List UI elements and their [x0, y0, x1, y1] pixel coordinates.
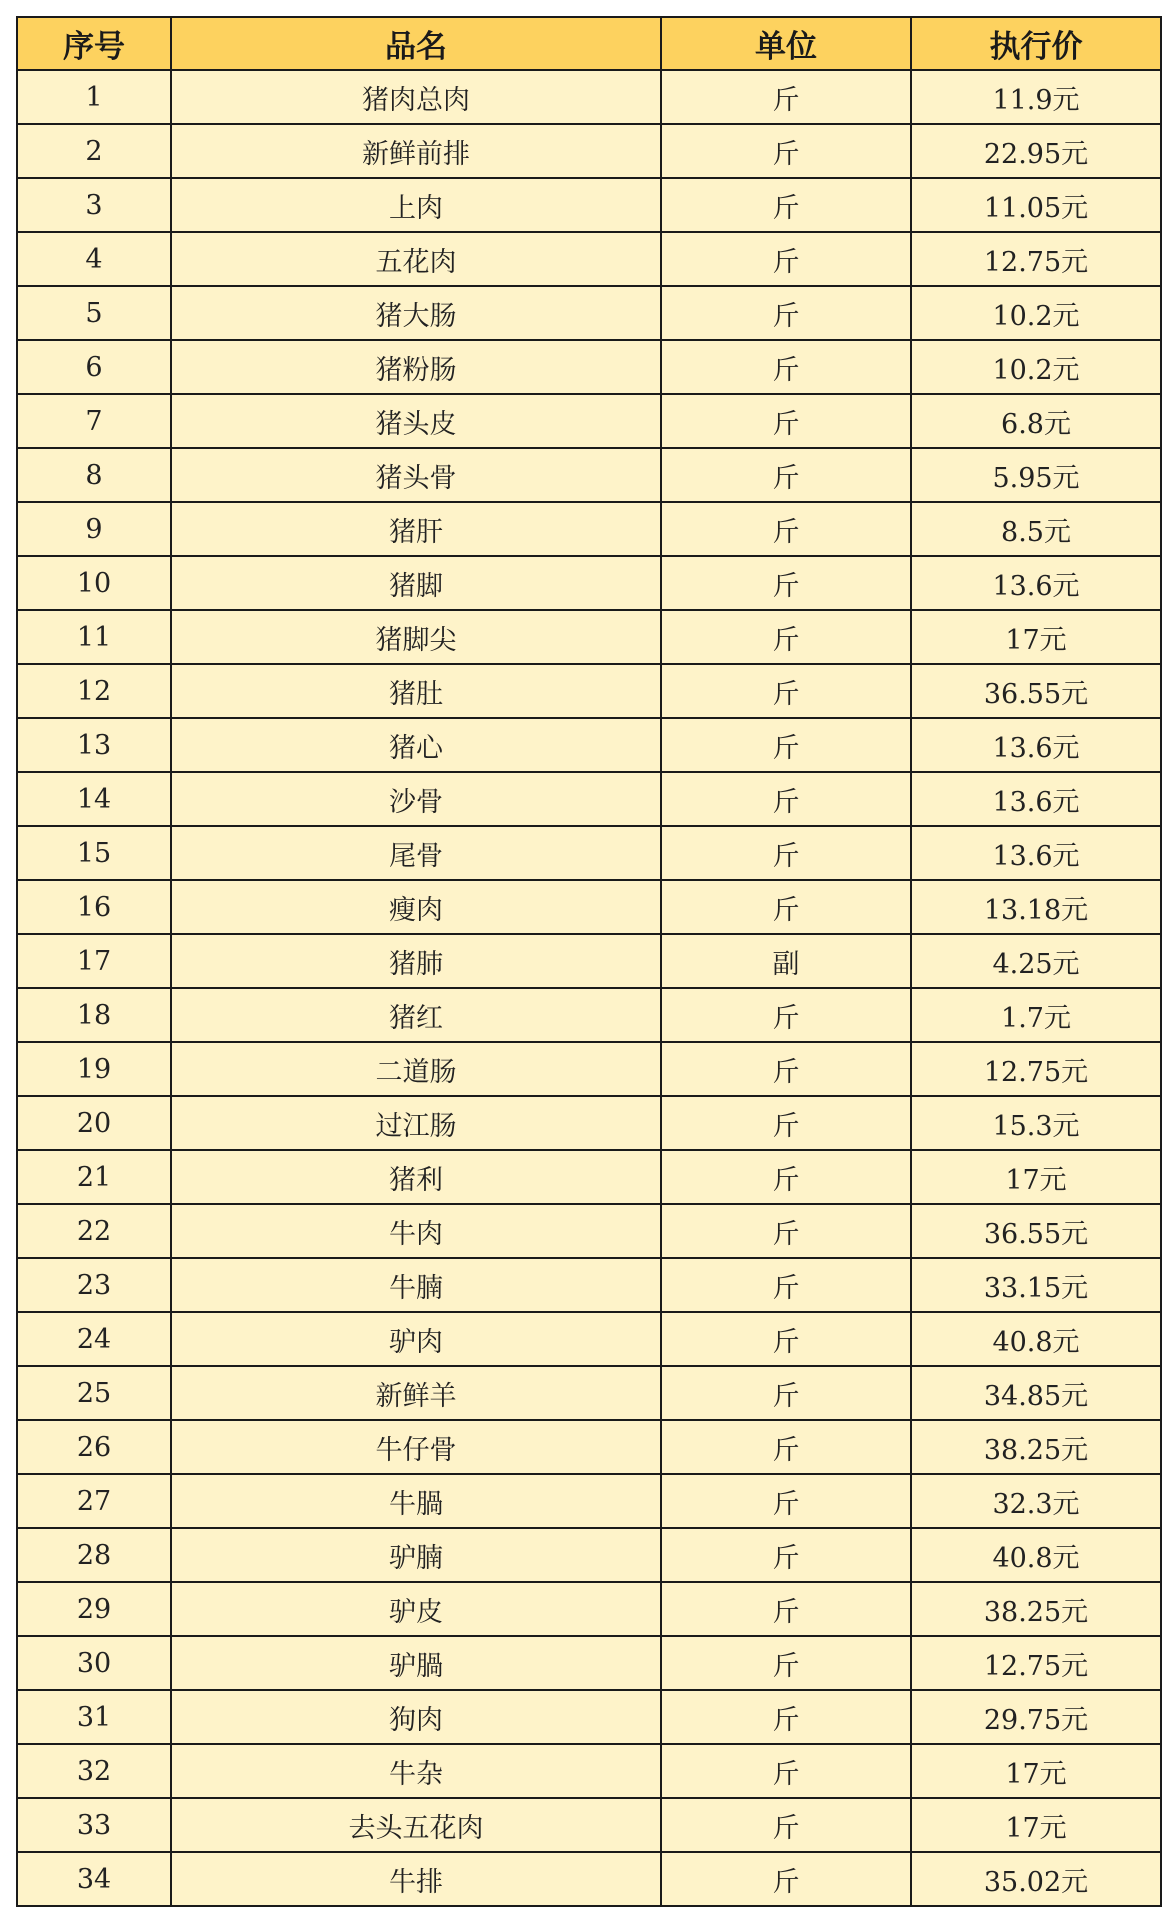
cell-index: 33 — [17, 1798, 171, 1852]
cell-item-name: 新鲜前排 — [171, 124, 661, 178]
cell-price: 33.15元 — [911, 1258, 1161, 1312]
cell-unit: 斤 — [661, 880, 911, 934]
cell-index: 12 — [17, 664, 171, 718]
cell-price: 11.05元 — [911, 178, 1161, 232]
table-row — [17, 1636, 1161, 1690]
table-row — [17, 124, 1161, 178]
table-row — [17, 772, 1161, 826]
cell-item-name: 牛肉 — [171, 1204, 661, 1258]
cell-unit: 斤 — [661, 1798, 911, 1852]
cell-item-name: 猪肺 — [171, 934, 661, 988]
cell-unit: 斤 — [661, 1366, 911, 1420]
cell-price: 4.25元 — [911, 934, 1161, 988]
header-row — [17, 17, 1161, 70]
cell-unit: 斤 — [661, 232, 911, 286]
cell-item-name: 驴皮 — [171, 1582, 661, 1636]
cell-index: 20 — [17, 1096, 171, 1150]
table-row — [17, 556, 1161, 610]
cell-item-name: 猪肝 — [171, 502, 661, 556]
table-row — [17, 1528, 1161, 1582]
cell-item-name: 牛排 — [171, 1852, 661, 1906]
cell-item-name: 尾骨 — [171, 826, 661, 880]
table-row — [17, 1312, 1161, 1366]
cell-index: 1 — [17, 70, 171, 124]
cell-item-name: 猪头皮 — [171, 394, 661, 448]
cell-unit: 斤 — [661, 1150, 911, 1204]
table-row — [17, 286, 1161, 340]
cell-index: 31 — [17, 1690, 171, 1744]
cell-item-name: 驴腡 — [171, 1636, 661, 1690]
cell-price: 10.2元 — [911, 286, 1161, 340]
table-row — [17, 826, 1161, 880]
cell-unit: 斤 — [661, 556, 911, 610]
cell-item-name: 猪利 — [171, 1150, 661, 1204]
cell-price: 17元 — [911, 610, 1161, 664]
cell-price: 22.95元 — [911, 124, 1161, 178]
cell-unit: 斤 — [661, 1258, 911, 1312]
cell-unit: 副 — [661, 934, 911, 988]
cell-price: 13.6元 — [911, 556, 1161, 610]
cell-price: 34.85元 — [911, 1366, 1161, 1420]
cell-unit: 斤 — [661, 1096, 911, 1150]
cell-price: 40.8元 — [911, 1528, 1161, 1582]
cell-price: 13.6元 — [911, 718, 1161, 772]
cell-price: 38.25元 — [911, 1582, 1161, 1636]
table-row — [17, 1258, 1161, 1312]
cell-index: 23 — [17, 1258, 171, 1312]
table-row — [17, 1420, 1161, 1474]
cell-unit: 斤 — [661, 1582, 911, 1636]
table-row — [17, 664, 1161, 718]
cell-item-name: 猪肉总肉 — [171, 70, 661, 124]
header-unit: 单位 — [661, 17, 911, 70]
cell-index: 15 — [17, 826, 171, 880]
table-row — [17, 1582, 1161, 1636]
table-row — [17, 880, 1161, 934]
cell-index: 13 — [17, 718, 171, 772]
table-row — [17, 70, 1161, 124]
cell-item-name: 猪粉肠 — [171, 340, 661, 394]
cell-unit: 斤 — [661, 718, 911, 772]
cell-unit: 斤 — [661, 124, 911, 178]
cell-index: 21 — [17, 1150, 171, 1204]
cell-index: 19 — [17, 1042, 171, 1096]
table-row — [17, 1042, 1161, 1096]
table-row — [17, 1852, 1161, 1906]
cell-unit: 斤 — [661, 1204, 911, 1258]
cell-price: 17元 — [911, 1744, 1161, 1798]
cell-unit: 斤 — [661, 70, 911, 124]
cell-index: 26 — [17, 1420, 171, 1474]
cell-index: 18 — [17, 988, 171, 1042]
cell-price: 15.3元 — [911, 1096, 1161, 1150]
cell-item-name: 五花肉 — [171, 232, 661, 286]
cell-index: 5 — [17, 286, 171, 340]
header-item-name: 品名 — [171, 17, 661, 70]
cell-item-name: 狗肉 — [171, 1690, 661, 1744]
table-row — [17, 448, 1161, 502]
table-row — [17, 1096, 1161, 1150]
table-row — [17, 1150, 1161, 1204]
cell-index: 24 — [17, 1312, 171, 1366]
cell-item-name: 上肉 — [171, 178, 661, 232]
cell-index: 3 — [17, 178, 171, 232]
cell-index: 9 — [17, 502, 171, 556]
cell-index: 7 — [17, 394, 171, 448]
cell-unit: 斤 — [661, 394, 911, 448]
cell-item-name: 猪红 — [171, 988, 661, 1042]
cell-unit: 斤 — [661, 610, 911, 664]
cell-unit: 斤 — [661, 664, 911, 718]
cell-index: 6 — [17, 340, 171, 394]
table-row — [17, 232, 1161, 286]
table-row — [17, 178, 1161, 232]
header-price: 执行价 — [911, 17, 1161, 70]
table-row — [17, 1366, 1161, 1420]
cell-unit: 斤 — [661, 502, 911, 556]
cell-price: 36.55元 — [911, 664, 1161, 718]
cell-item-name: 驴腩 — [171, 1528, 661, 1582]
cell-price: 8.5元 — [911, 502, 1161, 556]
cell-price: 40.8元 — [911, 1312, 1161, 1366]
cell-index: 4 — [17, 232, 171, 286]
cell-price: 38.25元 — [911, 1420, 1161, 1474]
cell-unit: 斤 — [661, 1744, 911, 1798]
cell-price: 5.95元 — [911, 448, 1161, 502]
cell-index: 16 — [17, 880, 171, 934]
cell-index: 29 — [17, 1582, 171, 1636]
table-row — [17, 340, 1161, 394]
cell-item-name: 牛腩 — [171, 1258, 661, 1312]
header-index: 序号 — [17, 17, 171, 70]
cell-price: 1.7元 — [911, 988, 1161, 1042]
cell-price: 35.02元 — [911, 1852, 1161, 1906]
cell-index: 34 — [17, 1852, 171, 1906]
cell-price: 6.8元 — [911, 394, 1161, 448]
cell-unit: 斤 — [661, 1690, 911, 1744]
cell-item-name: 驴肉 — [171, 1312, 661, 1366]
cell-item-name: 去头五花肉 — [171, 1798, 661, 1852]
cell-price: 36.55元 — [911, 1204, 1161, 1258]
cell-unit: 斤 — [661, 340, 911, 394]
cell-unit: 斤 — [661, 772, 911, 826]
table-row — [17, 1744, 1161, 1798]
cell-index: 8 — [17, 448, 171, 502]
cell-unit: 斤 — [661, 1474, 911, 1528]
cell-item-name: 牛腡 — [171, 1474, 661, 1528]
cell-item-name: 猪脚尖 — [171, 610, 661, 664]
cell-unit: 斤 — [661, 1420, 911, 1474]
cell-index: 14 — [17, 772, 171, 826]
table-header — [17, 17, 1161, 70]
table-row — [17, 1474, 1161, 1528]
cell-price: 17元 — [911, 1798, 1161, 1852]
price-table — [16, 16, 1162, 1907]
cell-item-name: 沙骨 — [171, 772, 661, 826]
cell-price: 12.75元 — [911, 1042, 1161, 1096]
cell-item-name: 二道肠 — [171, 1042, 661, 1096]
cell-index: 25 — [17, 1366, 171, 1420]
cell-price: 32.3元 — [911, 1474, 1161, 1528]
cell-item-name: 猪头骨 — [171, 448, 661, 502]
cell-index: 28 — [17, 1528, 171, 1582]
table-row — [17, 988, 1161, 1042]
cell-item-name: 牛杂 — [171, 1744, 661, 1798]
cell-item-name: 过江肠 — [171, 1096, 661, 1150]
table-row — [17, 502, 1161, 556]
cell-price: 17元 — [911, 1150, 1161, 1204]
cell-unit: 斤 — [661, 1042, 911, 1096]
cell-unit: 斤 — [661, 1312, 911, 1366]
cell-price: 13.6元 — [911, 772, 1161, 826]
cell-unit: 斤 — [661, 448, 911, 502]
cell-index: 27 — [17, 1474, 171, 1528]
cell-price: 13.6元 — [911, 826, 1161, 880]
table-row — [17, 1690, 1161, 1744]
cell-unit: 斤 — [661, 1636, 911, 1690]
cell-index: 22 — [17, 1204, 171, 1258]
cell-index: 11 — [17, 610, 171, 664]
cell-index: 32 — [17, 1744, 171, 1798]
cell-index: 2 — [17, 124, 171, 178]
cell-index: 10 — [17, 556, 171, 610]
cell-item-name: 新鲜羊 — [171, 1366, 661, 1420]
table-body — [17, 70, 1161, 1906]
cell-unit: 斤 — [661, 826, 911, 880]
table-row — [17, 610, 1161, 664]
cell-item-name: 牛仔骨 — [171, 1420, 661, 1474]
cell-price: 11.9元 — [911, 70, 1161, 124]
cell-price: 12.75元 — [911, 232, 1161, 286]
cell-unit: 斤 — [661, 286, 911, 340]
cell-price: 12.75元 — [911, 1636, 1161, 1690]
cell-item-name: 猪脚 — [171, 556, 661, 610]
cell-unit: 斤 — [661, 178, 911, 232]
cell-unit: 斤 — [661, 988, 911, 1042]
table-row — [17, 1798, 1161, 1852]
cell-item-name: 猪心 — [171, 718, 661, 772]
table-row — [17, 1204, 1161, 1258]
cell-item-name: 瘦肉 — [171, 880, 661, 934]
cell-index: 17 — [17, 934, 171, 988]
cell-unit: 斤 — [661, 1528, 911, 1582]
table-row — [17, 394, 1161, 448]
table-row — [17, 934, 1161, 988]
cell-item-name: 猪肚 — [171, 664, 661, 718]
cell-price: 29.75元 — [911, 1690, 1161, 1744]
cell-price: 10.2元 — [911, 340, 1161, 394]
cell-unit: 斤 — [661, 1852, 911, 1906]
cell-index: 30 — [17, 1636, 171, 1690]
cell-item-name: 猪大肠 — [171, 286, 661, 340]
table-row — [17, 718, 1161, 772]
cell-price: 13.18元 — [911, 880, 1161, 934]
